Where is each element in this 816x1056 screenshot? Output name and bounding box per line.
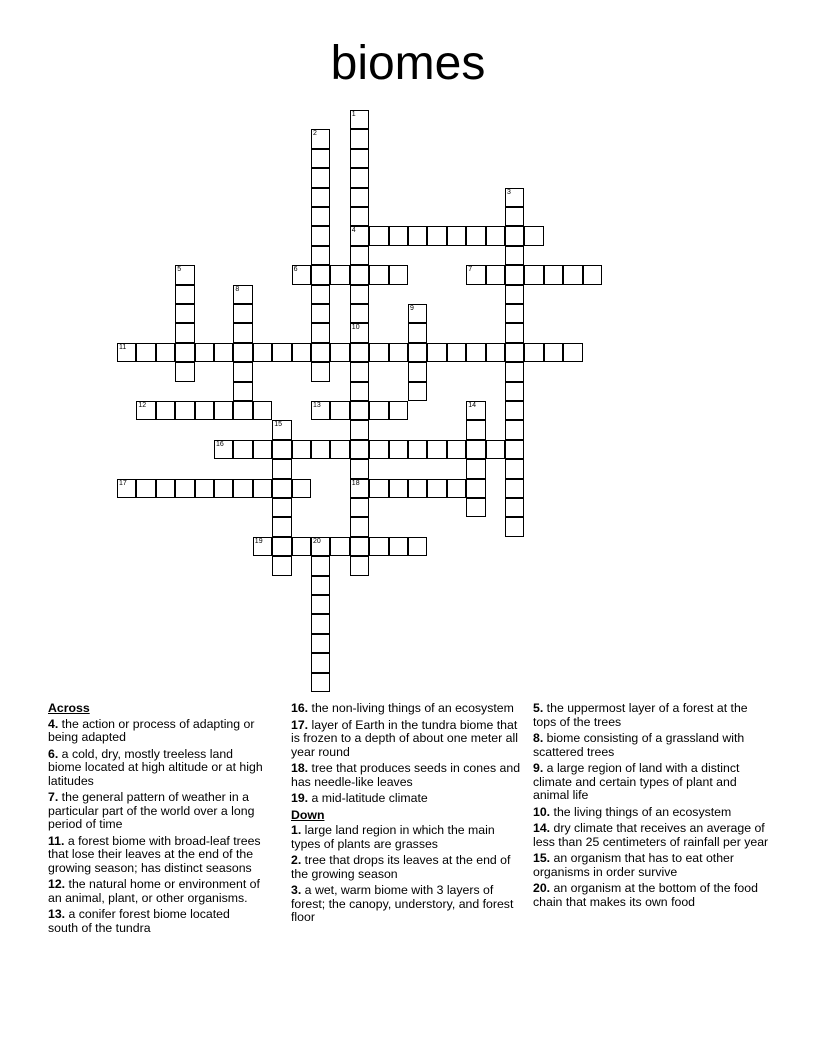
grid-cell[interactable] bbox=[544, 343, 563, 362]
grid-cell[interactable] bbox=[350, 265, 369, 284]
grid-cell[interactable] bbox=[311, 440, 330, 459]
clue-item bbox=[291, 719, 521, 760]
clue-number: 14. bbox=[533, 821, 551, 835]
grid-cell[interactable] bbox=[253, 537, 272, 556]
clue-text: the living things of an ecosystem bbox=[550, 804, 732, 819]
grid-cell[interactable] bbox=[311, 129, 330, 148]
grid-cell[interactable] bbox=[505, 265, 524, 284]
cell-number: 2 bbox=[313, 130, 317, 138]
grid-cell[interactable] bbox=[389, 343, 408, 362]
grid-cell[interactable] bbox=[233, 343, 252, 362]
clue-number: 20. bbox=[533, 881, 551, 895]
grid-cell[interactable] bbox=[350, 226, 369, 245]
grid-cell[interactable] bbox=[272, 479, 291, 498]
grid-cell[interactable] bbox=[389, 440, 408, 459]
grid-cell[interactable] bbox=[350, 168, 369, 187]
clue-number: 16. bbox=[291, 701, 309, 715]
grid-cell[interactable] bbox=[408, 323, 427, 342]
grid-cell[interactable] bbox=[447, 226, 466, 245]
grid-cell[interactable] bbox=[447, 479, 466, 498]
grid-cell[interactable] bbox=[505, 304, 524, 323]
cell-number: 13 bbox=[313, 402, 321, 409]
grid-cell[interactable] bbox=[233, 479, 252, 498]
clue-text: the uppermost layer of a forest at the tops of the trees bbox=[533, 701, 748, 729]
grid-cell[interactable] bbox=[311, 537, 330, 556]
grid-cell[interactable] bbox=[233, 362, 252, 381]
grid-cell[interactable] bbox=[214, 343, 233, 362]
grid-cell[interactable] bbox=[408, 382, 427, 401]
grid-cell[interactable] bbox=[233, 440, 252, 459]
across-heading: Across bbox=[48, 701, 90, 715]
clue-number: 17. bbox=[291, 717, 309, 732]
grid-cell[interactable] bbox=[408, 226, 427, 245]
grid-cell[interactable] bbox=[292, 440, 311, 459]
grid-cell[interactable] bbox=[486, 265, 505, 284]
grid-cell[interactable] bbox=[350, 440, 369, 459]
grid-cell[interactable] bbox=[175, 265, 194, 284]
grid-cell[interactable] bbox=[117, 343, 136, 362]
grid-cell[interactable] bbox=[563, 343, 582, 362]
clue-number: 2. bbox=[291, 853, 302, 867]
grid-cell[interactable] bbox=[350, 459, 369, 478]
grid-cell[interactable] bbox=[466, 343, 485, 362]
clue-item bbox=[533, 882, 773, 909]
clue-number: 8. bbox=[533, 731, 544, 745]
grid-cell[interactable] bbox=[311, 576, 330, 595]
grid-cell[interactable] bbox=[233, 285, 252, 304]
cell-number: 18 bbox=[351, 479, 360, 487]
grid-cell[interactable] bbox=[311, 304, 330, 323]
grid-cell[interactable] bbox=[505, 382, 524, 401]
clue-text: layer of Earth in the tundra biome that is frozen to a depth of about one meter all year round bbox=[291, 717, 518, 759]
clue-text: a mid-latitude climate bbox=[308, 791, 428, 805]
clue-number: 5. bbox=[533, 701, 544, 715]
grid-cell[interactable] bbox=[292, 537, 311, 556]
clue-item bbox=[533, 852, 773, 879]
clue-item bbox=[533, 732, 773, 759]
grid-cell[interactable] bbox=[369, 343, 388, 362]
grid-cell[interactable] bbox=[272, 420, 291, 439]
grid-cell[interactable] bbox=[311, 207, 330, 226]
grid-cell[interactable] bbox=[466, 459, 485, 478]
clue-item bbox=[533, 762, 773, 803]
grid-cell[interactable] bbox=[214, 401, 233, 420]
cell-number: 12 bbox=[138, 402, 147, 409]
grid-cell[interactable] bbox=[389, 537, 408, 556]
grid-cell[interactable] bbox=[505, 420, 524, 439]
grid-cell[interactable] bbox=[136, 479, 155, 498]
grid-cell[interactable] bbox=[505, 323, 524, 342]
grid-cell[interactable] bbox=[136, 343, 155, 362]
cell-number: 7 bbox=[468, 266, 473, 274]
grid-cell[interactable] bbox=[175, 401, 194, 420]
grid-cell[interactable] bbox=[350, 382, 369, 401]
clue-number: 13. bbox=[48, 907, 66, 921]
grid-cell[interactable] bbox=[350, 188, 369, 207]
grid-cell[interactable] bbox=[156, 343, 175, 362]
clue-number: 19. bbox=[291, 791, 309, 805]
grid-cell[interactable] bbox=[505, 207, 524, 226]
grid-cell[interactable] bbox=[350, 149, 369, 168]
cell-number: 11 bbox=[119, 343, 127, 351]
grid-cell[interactable] bbox=[117, 479, 136, 498]
clue-text: an organism that has to eat other organisms in order survive bbox=[533, 851, 734, 879]
grid-cell[interactable] bbox=[505, 479, 524, 498]
clue-number: 1. bbox=[291, 823, 302, 837]
grid-cell[interactable] bbox=[350, 362, 369, 381]
grid-cell[interactable] bbox=[505, 362, 524, 381]
grid-cell[interactable] bbox=[195, 479, 214, 498]
clue-text: a wet, warm biome with 3 layers of forest; the canopy, understory, and forest floor bbox=[291, 883, 514, 924]
grid-cell[interactable] bbox=[427, 343, 446, 362]
grid-cell[interactable] bbox=[272, 537, 291, 556]
clue-item bbox=[48, 878, 263, 905]
grid-cell[interactable] bbox=[389, 226, 408, 245]
grid-cell[interactable] bbox=[311, 188, 330, 207]
grid-cell[interactable] bbox=[350, 285, 369, 304]
grid-cell[interactable] bbox=[369, 265, 388, 284]
clue-item bbox=[48, 908, 263, 935]
grid-cell[interactable] bbox=[311, 226, 330, 245]
grid-cell[interactable] bbox=[427, 440, 446, 459]
grid-cell[interactable] bbox=[486, 226, 505, 245]
grid-cell[interactable] bbox=[195, 401, 214, 420]
clue-number: 3. bbox=[291, 883, 302, 897]
cell-number: 10 bbox=[351, 324, 360, 332]
grid-cell[interactable] bbox=[466, 440, 485, 459]
grid-cell[interactable] bbox=[156, 401, 175, 420]
grid-cell[interactable] bbox=[350, 304, 369, 323]
grid-cell[interactable] bbox=[427, 226, 446, 245]
grid-cell[interactable] bbox=[311, 323, 330, 342]
clue-text: the non-living things of an ecosystem bbox=[308, 701, 514, 715]
grid-cell[interactable] bbox=[466, 265, 485, 284]
grid-cell[interactable] bbox=[466, 498, 485, 517]
grid-cell[interactable] bbox=[214, 440, 233, 459]
grid-cell[interactable] bbox=[505, 459, 524, 478]
grid-cell[interactable] bbox=[350, 323, 369, 342]
grid-cell[interactable] bbox=[253, 401, 272, 420]
grid-cell[interactable] bbox=[233, 304, 252, 323]
grid-cell[interactable] bbox=[330, 265, 349, 284]
clue-text: tree that produces seeds in cones and has needle-like leaves bbox=[291, 761, 521, 789]
grid-cell[interactable] bbox=[292, 479, 311, 498]
clue-item bbox=[291, 762, 521, 789]
clue-text: dry climate that receives an average of less than 25 centimeters of rainfall per year bbox=[533, 821, 769, 849]
clue-number: 12. bbox=[48, 877, 66, 891]
grid-cell[interactable] bbox=[505, 188, 524, 207]
clue-text: tree that drops its leaves at the end of the growing season bbox=[291, 853, 511, 881]
grid-cell[interactable] bbox=[505, 246, 524, 265]
cell-number: 4 bbox=[351, 227, 356, 235]
cell-number: 6 bbox=[293, 266, 298, 274]
clue-column-2 bbox=[291, 702, 521, 928]
grid-cell[interactable] bbox=[408, 537, 427, 556]
grid-cell[interactable] bbox=[311, 265, 330, 284]
clue-number: 18. bbox=[291, 761, 309, 775]
clue-number: 7. bbox=[48, 790, 59, 804]
grid-cell[interactable] bbox=[408, 479, 427, 498]
cell-number: 14 bbox=[468, 402, 476, 409]
grid-cell[interactable] bbox=[175, 343, 194, 362]
grid-cell[interactable] bbox=[311, 246, 330, 265]
grid-cell[interactable] bbox=[408, 343, 427, 362]
grid-cell[interactable] bbox=[350, 343, 369, 362]
grid-cell[interactable] bbox=[505, 226, 524, 245]
grid-cell[interactable] bbox=[408, 362, 427, 381]
grid-cell[interactable] bbox=[505, 440, 524, 459]
clue-number: 10. bbox=[533, 804, 551, 819]
grid-cell[interactable] bbox=[272, 556, 291, 575]
clue-item bbox=[533, 822, 773, 849]
grid-cell[interactable] bbox=[505, 401, 524, 420]
grid-cell[interactable] bbox=[253, 343, 272, 362]
grid-cell[interactable] bbox=[175, 323, 194, 342]
clue-item bbox=[48, 791, 263, 832]
grid-cell[interactable] bbox=[369, 226, 388, 245]
grid-cell[interactable] bbox=[272, 517, 291, 536]
grid-cell[interactable] bbox=[175, 362, 194, 381]
clue-item bbox=[48, 748, 263, 789]
cell-number: 3 bbox=[507, 188, 511, 196]
clue-column-1 bbox=[48, 702, 263, 938]
grid-cell[interactable] bbox=[272, 459, 291, 478]
clue-text: an organism at the bottom of the food chain that makes its own food bbox=[533, 881, 758, 909]
grid-cell[interactable] bbox=[253, 440, 272, 459]
clue-text: the action or process of adapting or being adapted bbox=[48, 716, 255, 744]
grid-cell[interactable] bbox=[447, 440, 466, 459]
clue-text: a large region of land with a distinct climate and certain types of plant and animal life bbox=[533, 761, 740, 802]
clue-text: biome consisting of a grassland with scattered trees bbox=[533, 731, 745, 759]
clue-item bbox=[533, 702, 773, 729]
clue-text: the general pattern of weather in a particular part of the world over a long period of time bbox=[48, 790, 255, 831]
clue-item bbox=[48, 835, 263, 876]
grid-cell[interactable] bbox=[253, 479, 272, 498]
clue-number: 11. bbox=[48, 833, 65, 848]
grid-cell[interactable] bbox=[311, 401, 330, 420]
grid-cell[interactable] bbox=[350, 246, 369, 265]
grid-cell[interactable] bbox=[350, 479, 369, 498]
grid-cell[interactable] bbox=[330, 440, 349, 459]
grid-cell[interactable] bbox=[350, 537, 369, 556]
clue-column-3 bbox=[533, 702, 773, 912]
cell-number: 17 bbox=[119, 479, 127, 487]
clue-item bbox=[291, 702, 521, 716]
grid-cell[interactable] bbox=[427, 479, 446, 498]
grid-cell[interactable] bbox=[486, 440, 505, 459]
grid-cell[interactable] bbox=[311, 343, 330, 362]
clue-text: large land region in which the main types of plants are grasses bbox=[291, 823, 495, 851]
clue-item bbox=[291, 854, 521, 881]
grid-cell[interactable] bbox=[272, 498, 291, 517]
grid-cell[interactable] bbox=[369, 401, 388, 420]
grid-cell[interactable] bbox=[195, 343, 214, 362]
grid-cell[interactable] bbox=[272, 343, 291, 362]
grid-cell[interactable] bbox=[389, 479, 408, 498]
grid-cell[interactable] bbox=[505, 517, 524, 536]
grid-cell[interactable] bbox=[311, 653, 330, 672]
grid-cell[interactable] bbox=[330, 537, 349, 556]
clue-item bbox=[533, 806, 773, 820]
grid-cell[interactable] bbox=[175, 479, 194, 498]
grid-cell[interactable] bbox=[524, 265, 543, 284]
grid-cell[interactable] bbox=[408, 304, 427, 323]
grid-cell[interactable] bbox=[350, 420, 369, 439]
cell-number: 16 bbox=[216, 440, 224, 448]
grid-cell[interactable] bbox=[175, 304, 194, 323]
clue-number: 4. bbox=[48, 716, 59, 731]
grid-cell[interactable] bbox=[136, 401, 155, 420]
clue-number: 6. bbox=[48, 746, 59, 761]
clue-item bbox=[291, 884, 521, 925]
clue-item bbox=[48, 718, 263, 745]
grid-cell[interactable] bbox=[311, 168, 330, 187]
grid-cell[interactable] bbox=[369, 440, 388, 459]
grid-cell[interactable] bbox=[272, 440, 291, 459]
cell-number: 8 bbox=[235, 285, 240, 293]
cell-number: 15 bbox=[274, 421, 282, 429]
grid-cell[interactable] bbox=[466, 420, 485, 439]
grid-cell[interactable] bbox=[466, 226, 485, 245]
grid-cell[interactable] bbox=[311, 634, 330, 653]
clue-text: the natural home or environment of an animal, plant, or other organisms. bbox=[48, 877, 260, 905]
grid-cell[interactable] bbox=[175, 285, 194, 304]
grid-cell[interactable] bbox=[292, 343, 311, 362]
clue-text: a conifer forest biome located south of the tundra bbox=[48, 907, 230, 935]
clue-number: 15. bbox=[533, 851, 551, 865]
grid-cell[interactable] bbox=[330, 401, 349, 420]
grid-cell[interactable] bbox=[330, 343, 349, 362]
grid-cell[interactable] bbox=[505, 285, 524, 304]
grid-cell[interactable] bbox=[311, 556, 330, 575]
grid-cell[interactable] bbox=[350, 517, 369, 536]
clue-text: a forest biome with broad-leaf trees that lose their leaves at the end of the growing season; has distinct seasons bbox=[48, 833, 261, 875]
grid-cell[interactable] bbox=[311, 595, 330, 614]
grid-cell[interactable] bbox=[350, 207, 369, 226]
grid-cell[interactable] bbox=[311, 673, 330, 692]
down-heading: Down bbox=[291, 807, 325, 822]
grid-cell[interactable] bbox=[524, 226, 543, 245]
grid-cell[interactable] bbox=[505, 498, 524, 517]
grid-cell[interactable] bbox=[544, 265, 563, 284]
grid-cell[interactable] bbox=[486, 343, 505, 362]
grid-cell[interactable] bbox=[447, 343, 466, 362]
cell-number: 19 bbox=[254, 537, 263, 545]
clue-item bbox=[291, 824, 521, 851]
grid-cell[interactable] bbox=[350, 556, 369, 575]
clue-number: 9. bbox=[533, 761, 544, 775]
cell-number: 20 bbox=[313, 537, 321, 545]
grid-cell[interactable] bbox=[311, 614, 330, 633]
grid-cell[interactable] bbox=[292, 265, 311, 284]
grid-cell[interactable] bbox=[466, 401, 485, 420]
grid-cell[interactable] bbox=[563, 265, 582, 284]
grid-cell[interactable] bbox=[583, 265, 602, 284]
grid-cell[interactable] bbox=[156, 479, 175, 498]
grid-cell[interactable] bbox=[350, 498, 369, 517]
grid-cell[interactable] bbox=[233, 382, 252, 401]
grid-cell[interactable] bbox=[311, 149, 330, 168]
grid-cell[interactable] bbox=[233, 323, 252, 342]
grid-cell[interactable] bbox=[214, 479, 233, 498]
grid-cell[interactable] bbox=[233, 401, 252, 420]
grid-cell[interactable] bbox=[505, 343, 524, 362]
cell-number: 1 bbox=[351, 111, 356, 118]
grid-cell[interactable] bbox=[389, 401, 408, 420]
grid-cell[interactable] bbox=[350, 129, 369, 148]
grid-cell[interactable] bbox=[311, 285, 330, 304]
grid-cell[interactable] bbox=[311, 362, 330, 381]
clue-text: a cold, dry, mostly treeless land biome located at high altitude or at high latitudes bbox=[48, 746, 263, 788]
cell-number: 5 bbox=[177, 266, 182, 274]
grid-cell[interactable] bbox=[466, 479, 485, 498]
puzzle-title: biomes bbox=[330, 37, 486, 90]
grid-cell[interactable] bbox=[389, 265, 408, 284]
grid-cell[interactable] bbox=[408, 440, 427, 459]
grid-cell[interactable] bbox=[369, 537, 388, 556]
grid-cell[interactable] bbox=[369, 479, 388, 498]
clue-item bbox=[291, 792, 521, 806]
grid-cell[interactable] bbox=[350, 401, 369, 420]
grid-cell[interactable] bbox=[350, 110, 369, 129]
grid-cell[interactable] bbox=[524, 343, 543, 362]
cell-number: 9 bbox=[410, 305, 414, 312]
